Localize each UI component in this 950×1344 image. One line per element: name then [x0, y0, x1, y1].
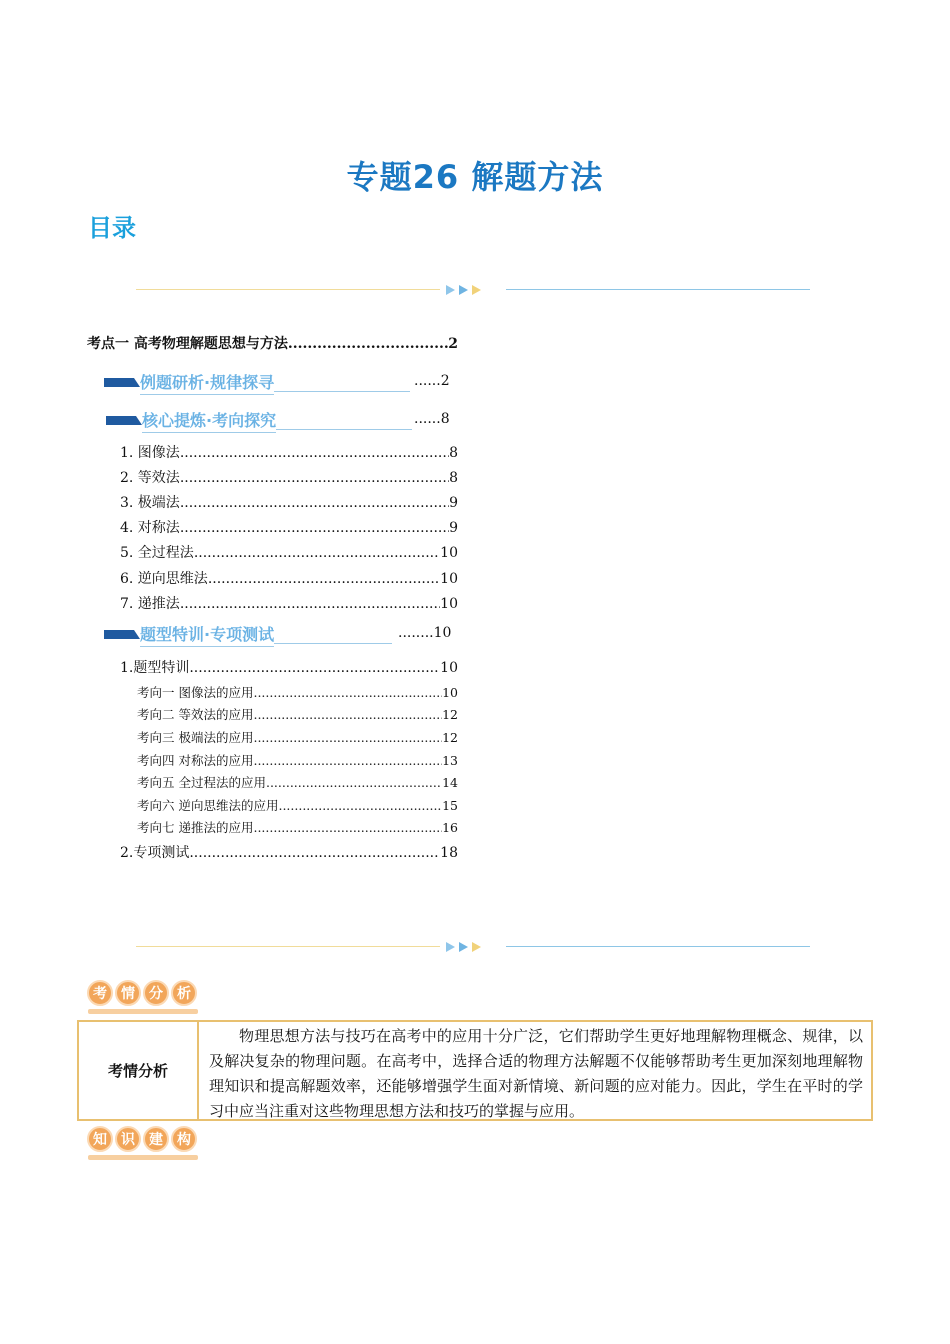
section-bar-icon [104, 630, 134, 639]
badge-structure [87, 1126, 197, 1152]
toc-test[interactable] [120, 842, 458, 862]
toc-page: 9 [449, 520, 458, 536]
toc-direction[interactable] [137, 683, 458, 701]
toc-page: 2 [448, 336, 458, 352]
toc-page: 18 [440, 845, 458, 861]
badge-char: 析 [171, 980, 197, 1006]
toc-method-text: 2. 等效法 [120, 470, 180, 486]
toc-method[interactable] [120, 467, 458, 487]
toc-method-text: 1. 图像法 [120, 445, 180, 461]
toc-page: 10 [440, 545, 458, 561]
toc-direction[interactable] [137, 751, 458, 769]
toc-page: 8 [449, 470, 458, 486]
section-head-training[interactable] [104, 623, 392, 645]
toc-direction-text: 考向三 极端法的应用 [137, 730, 254, 745]
toc-direction-text: 考向六 逆向思维法的应用 [137, 798, 279, 813]
page-title: 专题26 解题方法 [346, 158, 604, 196]
toc-direction[interactable] [137, 818, 458, 836]
section-label: 例题研析·规律探寻 [140, 370, 274, 395]
toc-method[interactable] [120, 492, 458, 512]
analysis-table-label: 考情分析 [79, 1022, 199, 1119]
toc-direction-text: 考向七 递推法的应用 [137, 820, 254, 835]
section-head-examples[interactable] [104, 371, 410, 393]
toc-method[interactable] [120, 517, 458, 537]
toc-leader [253, 707, 442, 722]
toc-leader [253, 820, 442, 835]
toc-direction-text: 考向一 图像法的应用 [137, 685, 254, 700]
toc-method[interactable] [120, 442, 458, 462]
badge-underline [88, 1009, 198, 1014]
toc-direction[interactable] [137, 773, 458, 791]
toc-page: 13 [442, 753, 458, 768]
toc-page: 12 [442, 707, 458, 722]
section-page: ......2 [414, 373, 450, 389]
toc-kaodian[interactable] [87, 333, 458, 353]
toc-method[interactable] [120, 593, 458, 613]
toc-leader [180, 520, 449, 536]
toc-method[interactable] [120, 568, 458, 588]
divider-top [136, 284, 810, 296]
toc-leader [253, 753, 442, 768]
badge-underline [88, 1155, 198, 1160]
toc-method-text: 4. 对称法 [120, 520, 180, 536]
triple-arrow-icon [446, 284, 486, 296]
toc-leader [180, 445, 449, 461]
toc-leader [194, 545, 440, 561]
toc-direction[interactable] [137, 796, 458, 814]
toc-test-text: 2.专项测试 [120, 845, 190, 861]
section-label: 题型特训·专项测试 [140, 622, 274, 647]
toc-direction[interactable] [137, 705, 458, 723]
toc-page: 10 [442, 685, 458, 700]
toc-method-text: 6. 逆向思维法 [120, 571, 208, 587]
analysis-table-content: 物理思想方法与技巧在高考中的应用十分广泛，它们帮助学生更好地理解物理概念、规律，以及解决复杂的物理问题。在高考中，选择合适的物理方法解题不仅能够帮助考生更加深刻地理解物理知识和提高解题效率，还能够增强学生面对新情境、新问题的应对能力。因此，学生在平时的学习中应当注重对这些物理思想方法和技巧的掌握与应用。 [209, 1027, 863, 1120]
toc-method-text: 5. 全过程法 [120, 545, 194, 561]
triple-arrow-icon [446, 941, 486, 953]
badge-char: 构 [171, 1126, 197, 1152]
toc-direction-text: 考向四 对称法的应用 [137, 753, 254, 768]
toc-training[interactable] [120, 657, 458, 677]
toc-page: 15 [442, 798, 458, 813]
badge-char: 知 [87, 1126, 113, 1152]
toc-kaodian-text: 考点一 高考物理解题思想与方法 [87, 336, 288, 352]
toc-leader [180, 495, 449, 511]
toc-method-text: 3. 极端法 [120, 495, 180, 511]
toc-direction-text: 考向二 等效法的应用 [137, 707, 254, 722]
badge-analysis [87, 980, 197, 1006]
toc-leader [288, 336, 448, 352]
toc-page: 9 [449, 495, 458, 511]
toc-leader [266, 775, 442, 790]
toc-leader [180, 596, 440, 612]
toc-page: 10 [440, 571, 458, 587]
toc-page: 10 [440, 660, 458, 676]
section-bar-icon [104, 378, 134, 387]
toc-page: 10 [440, 596, 458, 612]
badge-char: 考 [87, 980, 113, 1006]
badge-char: 识 [115, 1126, 141, 1152]
toc-method[interactable] [120, 542, 458, 562]
toc-training-text: 1.题型特训 [120, 660, 190, 676]
badge-char: 情 [115, 980, 141, 1006]
section-page: ........10 [398, 625, 452, 641]
section-head-core[interactable] [106, 409, 412, 431]
badge-char: 分 [143, 980, 169, 1006]
toc-leader [208, 571, 440, 587]
toc-page: 12 [442, 730, 458, 745]
analysis-table [77, 1020, 873, 1121]
toc-method-text: 7. 递推法 [120, 596, 180, 612]
section-bar-icon [106, 416, 136, 425]
toc-heading: 目录 [88, 214, 136, 242]
toc-leader [253, 685, 442, 700]
toc-direction-text: 考向五 全过程法的应用 [137, 775, 266, 790]
divider-bottom [136, 941, 810, 953]
toc-page: 14 [442, 775, 458, 790]
section-page: ......8 [414, 411, 450, 427]
toc-leader [253, 730, 442, 745]
toc-page: 8 [449, 445, 458, 461]
toc-leader [278, 798, 442, 813]
toc-direction[interactable] [137, 728, 458, 746]
toc-page: 16 [442, 820, 458, 835]
section-label: 核心提炼·考向探究 [142, 408, 276, 433]
toc-leader [189, 845, 440, 861]
toc-leader [180, 470, 449, 486]
toc-leader [189, 660, 440, 676]
badge-char: 建 [143, 1126, 169, 1152]
